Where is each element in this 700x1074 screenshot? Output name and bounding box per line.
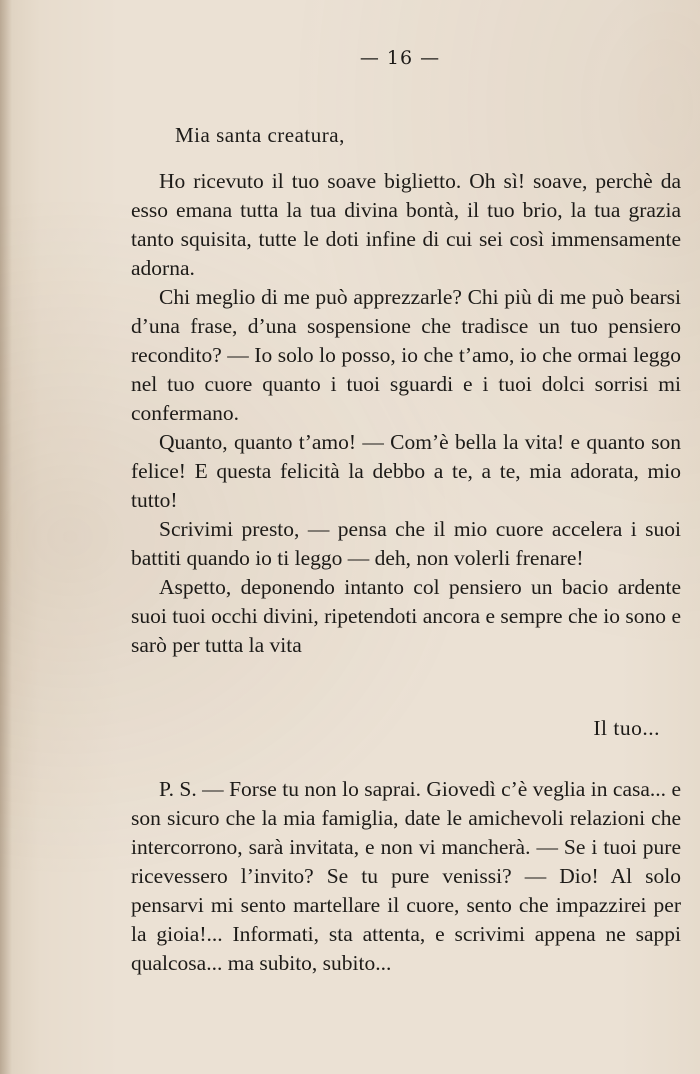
- letter-postscript: P. S. — Forse tu non lo saprai. Giovedì c’è veglia in casa... e son sicuro che la mia famiglia, date le amichevoli relazioni che intercorrono, sarà invitata, e non vi mancherà. — Se i tuoi pure ricevessero l’invito? Se tu pure venissi? — Dio! Al solo pensarvi mi sento martellare il cuore, sento che impazzirei per la gioia!... Informati, sta attenta, e scrivimi appena ne sappi qualcosa... ma subito, subito...: [131, 777, 681, 975]
- letter-postscript-block: [131, 775, 681, 978]
- page-number: — 16 —: [359, 47, 441, 69]
- spine-shadow: [0, 0, 12, 1074]
- letter-paragraph: Aspetto, deponendo intanto col pensiero un bacio ardente suoi tuoi occhi divini, ripetendoti ancora e sempre che io sono e sarò per tutta la vita: [131, 575, 681, 657]
- letter-signature: Il tuo...: [593, 716, 660, 740]
- letter-paragraph: Scrivimi presto, — pensa che il mio cuore accelera i suoi battiti quando io ti leggo — deh, non volerli frenare!: [131, 517, 681, 570]
- letter-paragraph: Ho ricevuto il tuo soave biglietto. Oh sì! soave, perchè da esso emana tutta la tua divina bontà, il tuo brio, la tua grazia tanto squisita, tutte le doti infine di cui sei così immensamente adorna.: [131, 169, 681, 280]
- letter-paragraph: Chi meglio di me può apprezzarle? Chi più di me può bearsi d’una frase, d’una sospensione che tradisce un tuo pensiero recondito? — Io solo lo posso, io che t’amo, io che ormai leggo nel tuo cuore quanto i tuoi sguardi e i tuoi dolci sorrisi mi confermano.: [131, 285, 681, 425]
- letter-body: [131, 167, 681, 660]
- letter-paragraph: Quanto, quanto t’amo! — Com’è bella la vita! e quanto son felice! E questa felicità la debbo a te, a te, mia adorata, mio tutto!: [131, 430, 681, 512]
- letter-salutation: Mia santa creatura,: [175, 123, 345, 147]
